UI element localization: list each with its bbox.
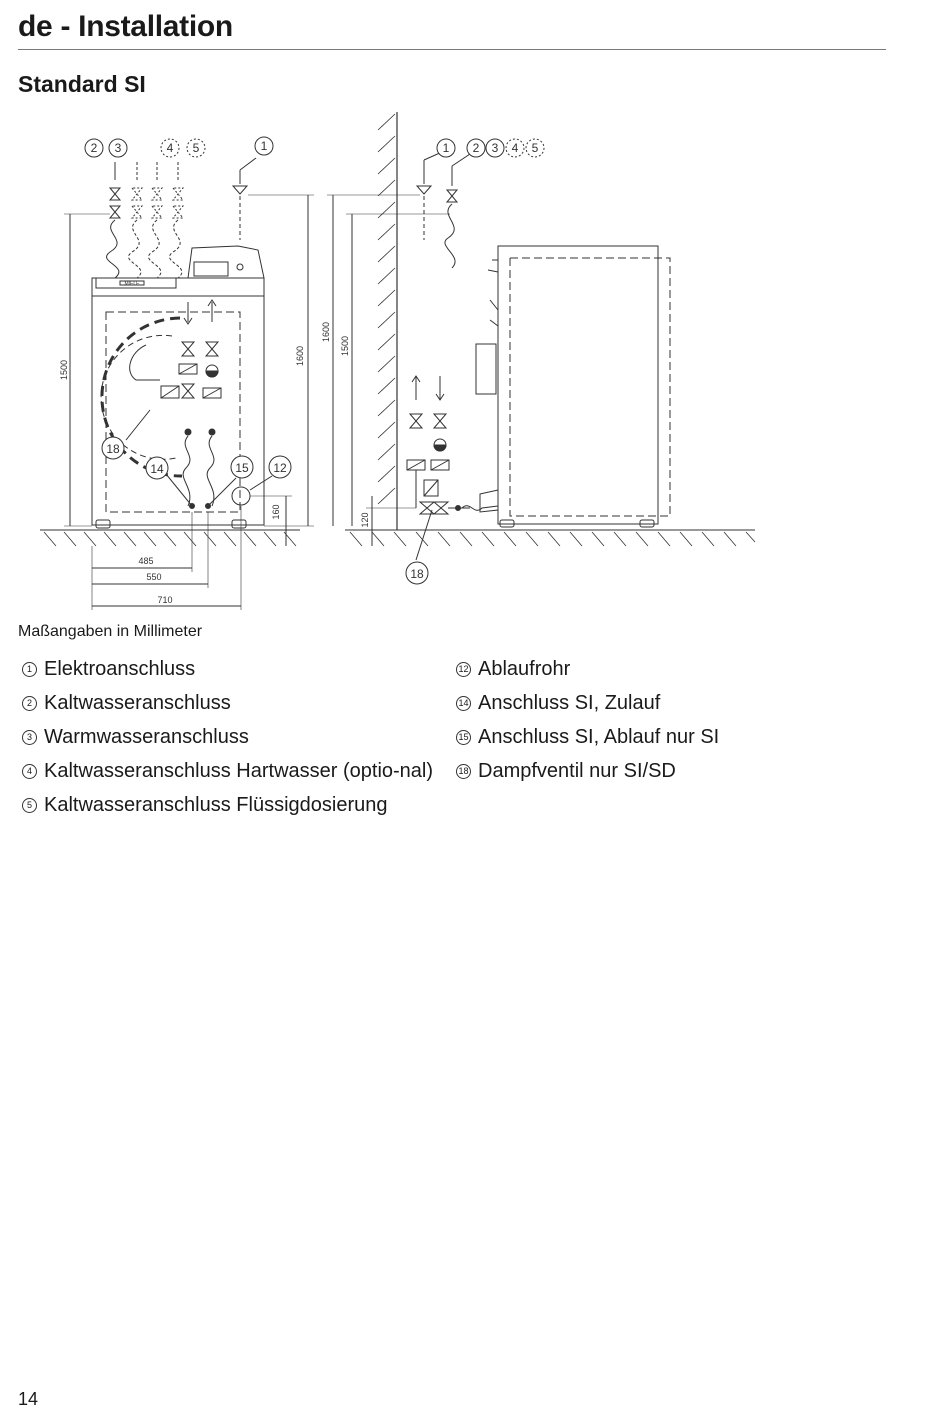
callout-3: 3 — [114, 141, 122, 155]
side-view — [327, 112, 755, 560]
callout-5: 5 — [192, 141, 200, 155]
legend-number: 3 — [22, 730, 37, 745]
dim-485: 485 — [138, 556, 154, 566]
dim-1500-side: 1500 — [340, 335, 350, 357]
legend-item — [456, 692, 876, 715]
legend-text: Elektroanschluss — [44, 658, 196, 680]
legend-number: 18 — [456, 764, 471, 779]
dim-1600-side: 1600 — [321, 321, 331, 343]
legend-text: Anschluss SI, Ablauf nur SI — [478, 726, 720, 748]
legend-item — [22, 726, 442, 749]
legend-text: Kaltwasseranschluss Hartwasser (optio-nal) — [44, 760, 434, 782]
dim-160: 160 — [271, 504, 281, 520]
legend-text: Dampfventil nur SI/SD — [478, 760, 676, 782]
callout-12: 12 — [273, 461, 287, 475]
legend-item — [22, 794, 442, 817]
legend-left — [22, 658, 442, 828]
legend-number: 1 — [22, 662, 37, 677]
callout-1: 1 — [260, 139, 268, 153]
legend-text: Ablaufrohr — [478, 658, 571, 680]
dim-120: 120 — [360, 512, 370, 528]
legend-item — [22, 692, 442, 715]
legend-right — [456, 658, 876, 794]
legend-number: 2 — [22, 696, 37, 711]
callout-4-side: 4 — [511, 141, 519, 155]
callout-3-side: 3 — [491, 141, 499, 155]
legend-number: 4 — [22, 764, 37, 779]
callout-18-side: 18 — [410, 567, 424, 581]
legend-text: Kaltwasseranschluss Flüssigdosierung — [44, 794, 388, 816]
legend-item — [22, 760, 442, 783]
front-view — [40, 158, 314, 610]
callout-14: 14 — [150, 462, 164, 476]
legend-number: 12 — [456, 662, 471, 677]
callout-1-side: 1 — [442, 141, 450, 155]
legend-number: 5 — [22, 798, 37, 813]
dim-1600-front: 1600 — [295, 345, 305, 367]
dim-710: 710 — [157, 595, 173, 605]
legend-text: Anschluss SI, Zulauf — [478, 692, 661, 714]
page-header-title: de - Installation — [18, 10, 233, 43]
units-caption: Maßangaben in Millimeter — [18, 623, 203, 640]
callout-2: 2 — [90, 141, 98, 155]
legend-number: 15 — [456, 730, 471, 745]
legend-item — [456, 658, 876, 681]
page-number: 14 — [18, 1389, 39, 1409]
callout-5-side: 5 — [531, 141, 539, 155]
callout-15: 15 — [235, 461, 249, 475]
callout-18: 18 — [106, 442, 120, 456]
legend-text: Warmwasseranschluss — [44, 726, 249, 748]
section-title: Standard SI — [18, 71, 146, 97]
legend-number: 14 — [456, 696, 471, 711]
legend-item — [456, 726, 876, 749]
legend-item — [456, 760, 876, 783]
legend-text: Kaltwasseranschluss — [44, 692, 231, 714]
callout-4: 4 — [166, 141, 174, 155]
callout-2-side: 2 — [472, 141, 480, 155]
header-divider — [18, 49, 886, 50]
installation-diagram — [0, 100, 950, 620]
panel-label: MIELE — [124, 281, 140, 287]
dim-550: 550 — [146, 572, 162, 582]
legend-item — [22, 658, 442, 681]
dim-1500-front: 1500 — [59, 359, 69, 381]
